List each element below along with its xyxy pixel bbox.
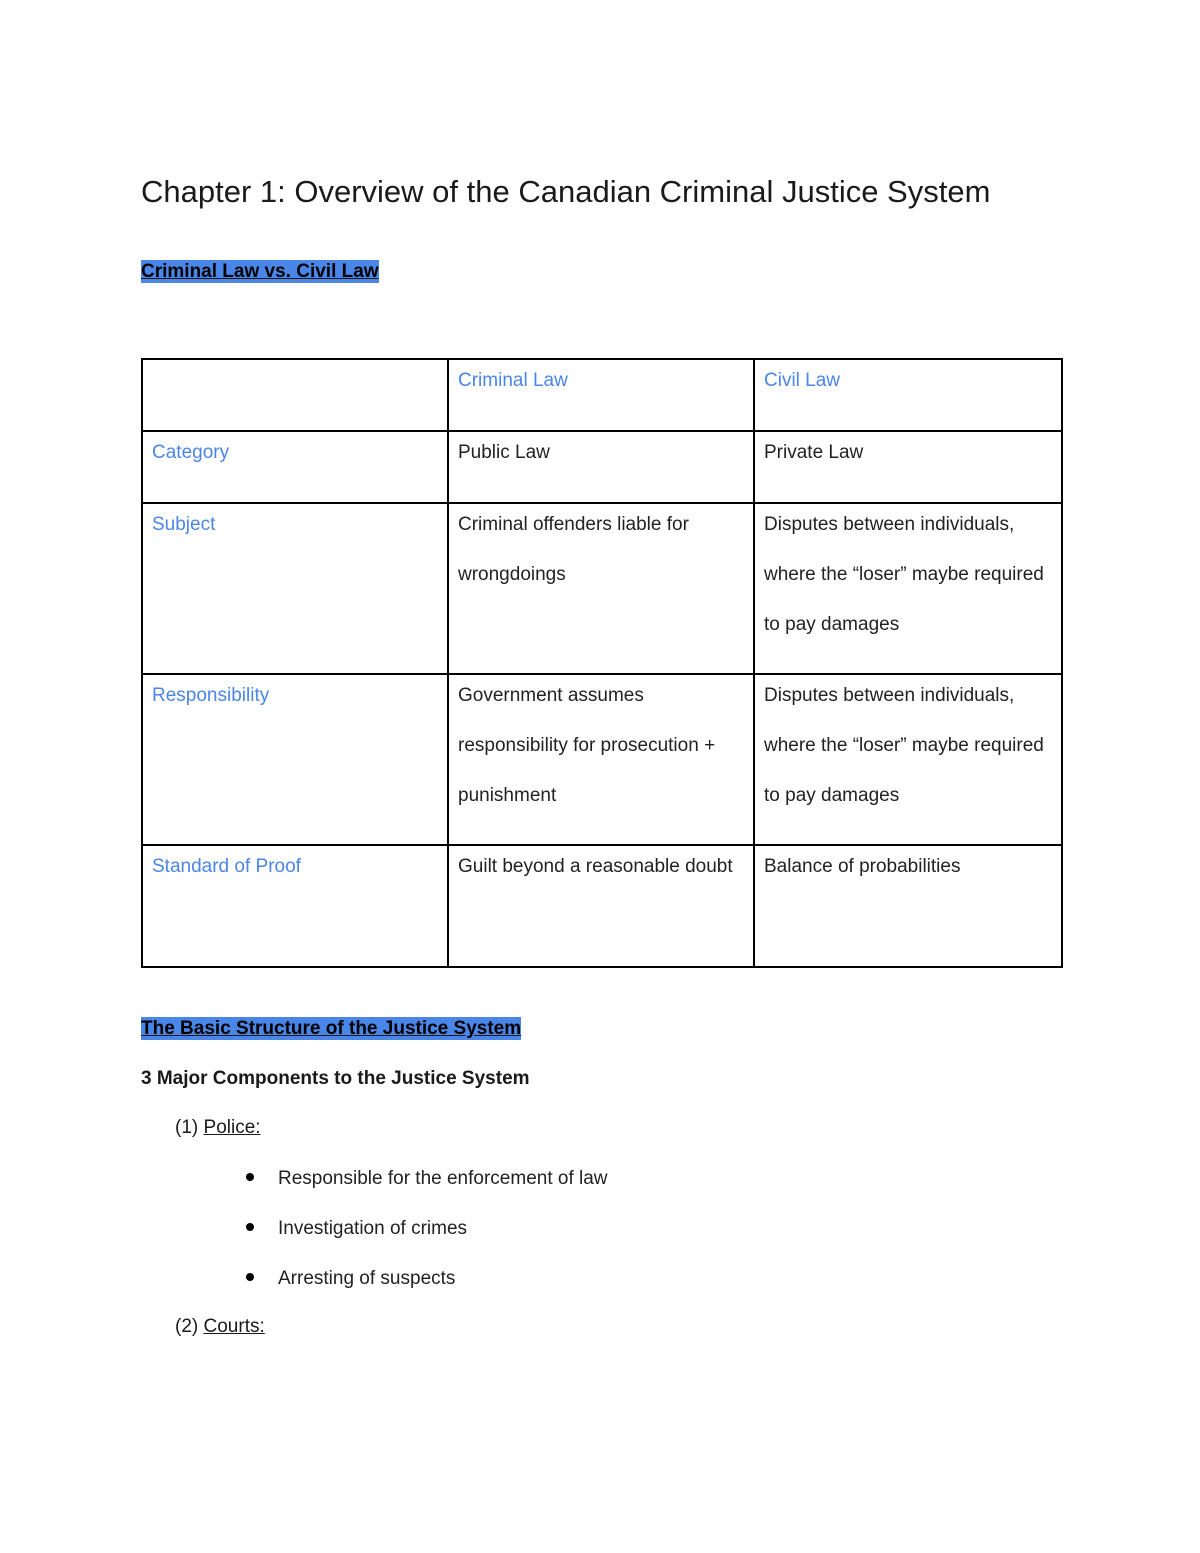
row-label: Category [142, 431, 448, 503]
comparison-table [141, 358, 1063, 968]
table-header-cell-empty [142, 359, 448, 431]
table-row [142, 503, 1062, 674]
component-name: Courts: [203, 1316, 265, 1337]
bullet-icon [246, 1273, 254, 1281]
component-name: Police: [203, 1117, 261, 1138]
component-number: (2) [175, 1316, 199, 1337]
police-bullet-list [246, 1167, 608, 1317]
row-label: Subject [142, 503, 448, 674]
section-heading-basic-structure: The Basic Structure of the Justice System [141, 1018, 522, 1039]
criminal-cell: Criminal offenders liable for wrongdoings [448, 503, 754, 674]
bullet-icon [246, 1173, 254, 1181]
civil-cell: Private Law [754, 431, 1062, 503]
civil-cell: Disputes between individuals, where the “loser” maybe required to pay damages [754, 674, 1062, 845]
components-heading: 3 Major Components to the Justice System [141, 1068, 530, 1089]
page-title: Chapter 1: Overview of the Canadian Criminal Justice System [141, 174, 991, 209]
component-courts [175, 1316, 265, 1338]
bullet-icon [246, 1223, 254, 1231]
component-police [175, 1117, 261, 1139]
criminal-cell: Government assumes responsibility for prosecution + punishment [448, 674, 754, 845]
component-number: (1) [175, 1117, 199, 1138]
table-header-cell-civil: Civil Law [754, 359, 1062, 431]
table-header-cell-criminal: Criminal Law [448, 359, 754, 431]
civil-cell: Disputes between individuals, where the “loser” maybe required to pay damages [754, 503, 1062, 674]
table-header-row [142, 359, 1062, 431]
row-label: Standard of Proof [142, 845, 448, 967]
criminal-cell: Guilt beyond a reasonable doubt [448, 845, 754, 967]
table-row [142, 674, 1062, 845]
row-label: Responsibility [142, 674, 448, 845]
list-item: Investigation of crimes [246, 1217, 608, 1267]
table-row [142, 431, 1062, 503]
list-item: Responsible for the enforcement of law [246, 1167, 608, 1217]
list-item: Arresting of suspects [246, 1267, 608, 1317]
criminal-cell: Public Law [448, 431, 754, 503]
section-heading-criminal-vs-civil: Criminal Law vs. Civil Law [141, 261, 379, 282]
table-row [142, 845, 1062, 967]
civil-cell: Balance of probabilities [754, 845, 1062, 967]
